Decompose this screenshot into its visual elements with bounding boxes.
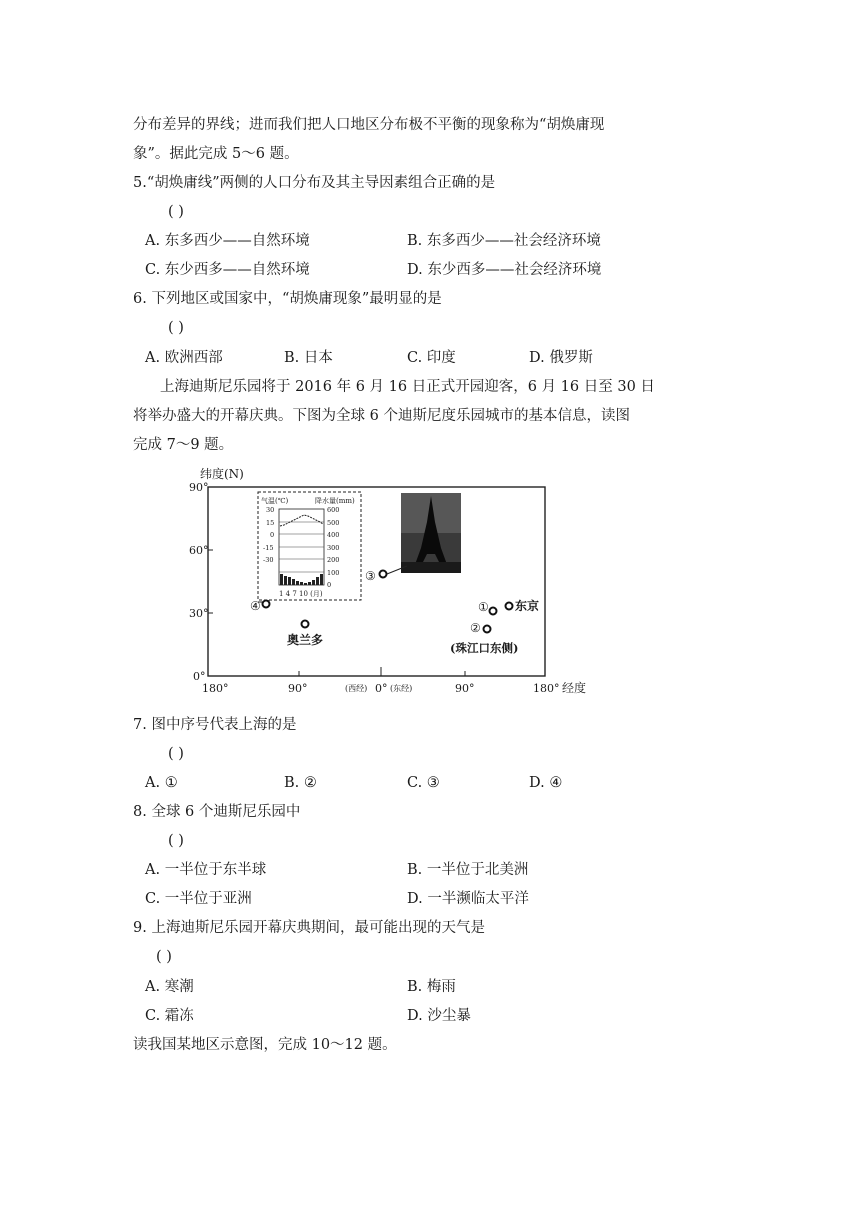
passage-line-2: 将举办盛大的开幕庆典。下图为全球 6 个迪斯尼度乐园城市的基本信息，读图 [133,408,630,424]
question-9-blank: ( ) [156,949,172,965]
question-9-option-c: C. 霜冻 [145,1008,194,1024]
temp-tick-15: 15 [266,519,275,527]
eiffel-tower-photo [401,493,461,573]
precip-tick-500: 500 [327,519,340,527]
temp-tick-m30: -30 [263,556,274,564]
precip-tick-200: 200 [327,556,340,564]
tokyo-label: 东京 [515,599,540,613]
question-8-option-c: C. 一半位于亚洲 [145,891,252,907]
disney-cities-figure [175,462,595,702]
question-7-stem: 7. 图中序号代表上海的是 [133,717,297,733]
orlando-point [302,621,309,628]
question-5-option-b: B. 东多西少——社会经济环境 [407,233,601,249]
x-tick-label-w180: 180° [202,682,229,695]
precip-tick-600: 600 [327,506,340,514]
question-5-option-c: C. 东少西多——自然环境 [145,262,310,278]
marker-2-label: ② [470,621,481,635]
temp-title: 气温(℃) [261,497,289,505]
precip-tick-300: 300 [327,544,340,552]
disney-cities-chart [175,462,595,702]
question-5-option-d: D. 东少西多——社会经济环境 [407,262,602,278]
question-6-option-c: C. 印度 [407,350,456,366]
question-9-option-b: B. 梅雨 [407,979,456,995]
x-tick-label-0: 0° [375,682,388,695]
x-axis-title: 经度 [562,681,587,695]
question-7-option-a: A. ① [145,775,178,791]
question-7-blank: ( ) [168,746,184,762]
months-label: 1 4 7 10 (月) [279,590,323,598]
question-5-blank: ( ) [168,204,184,220]
question-8-option-b: B. 一半位于北美洲 [407,862,529,878]
temp-tick-0: 0 [270,531,275,539]
question-6-option-d: D. 俄罗斯 [529,350,593,366]
marker-4-point [263,601,270,608]
west-label: (西经) [345,684,368,693]
orlando-label: 奥兰多 [287,633,324,647]
east-label: (东经) [390,684,413,693]
question-9-option-d: D. 沙尘暴 [407,1008,471,1024]
question-7-option-c: C. ③ [407,775,440,791]
question-6-option-a: A. 欧洲西部 [145,350,223,366]
temp-tick-m15: -15 [263,544,274,552]
question-5-stem: 5.“胡焕庸线”两侧的人口分布及其主导因素组合正确的是 [133,175,496,191]
closing-line: 读我国某地区示意图，完成 10～12 题。 [133,1037,397,1053]
question-5-option-a: A. 东多西少——自然环境 [145,233,310,249]
precip-tick-400: 400 [327,531,340,539]
temp-tick-30: 30 [266,506,275,514]
question-8-option-d: D. 一半濒临太平洋 [407,891,529,907]
marker-1-point [490,608,497,615]
question-8-option-a: A. 一半位于东半球 [145,862,267,878]
y-tick-label-0: 0° [193,670,206,683]
question-6-stem: 6. 下列地区或国家中，“胡焕庸现象”最明显的是 [133,291,442,307]
y-tick-label-90: 90° [189,481,209,494]
precip-tick-0: 0 [327,581,332,589]
marker-4-label: ④ [250,599,261,613]
x-tick-label-e180: 180° [533,682,560,695]
intro-line-2: 象”。据此完成 5～6 题。 [133,146,299,162]
marker-3-point [380,571,387,578]
y-tick-label-30: 30° [189,607,209,620]
question-6-option-b: B. 日本 [284,350,333,366]
y-tick-label-60: 60° [189,544,209,557]
question-6-blank: ( ) [168,320,184,336]
marker-3-label: ③ [365,569,376,583]
passage-line-1: 上海迪斯尼乐园将于 2016 年 6 月 16 日正式开园迎客，6 月 16 日至 30 日 [160,379,655,395]
question-8-blank: ( ) [168,833,184,849]
precip-title: 降水量(mm) [315,497,355,505]
tokyo-point [506,603,513,610]
intro-line-1: 分布差异的界线；进而我们把人口地区分布极不平衡的现象称为“胡焕庸现 [133,117,605,133]
question-8-stem: 8. 全球 6 个迪斯尼乐园中 [133,804,301,820]
question-9-option-a: A. 寒潮 [145,979,194,995]
y-axis-title: 纬度(N) [200,467,244,481]
marker-1-label: ① [478,600,489,614]
question-7-option-d: D. ④ [529,775,563,791]
x-tick-label-e90: 90° [455,682,475,695]
passage-line-3: 完成 7～9 题。 [133,437,234,453]
x-tick-label-w90: 90° [288,682,308,695]
precip-tick-100: 100 [327,569,340,577]
question-9-stem: 9. 上海迪斯尼乐园开幕庆典期间，最可能出现的天气是 [133,920,485,936]
marker-2-point [484,626,491,633]
question-7-option-b: B. ② [284,775,317,791]
climate-chart-inset [258,492,361,600]
hk-label: (珠江口东侧) [450,641,519,655]
